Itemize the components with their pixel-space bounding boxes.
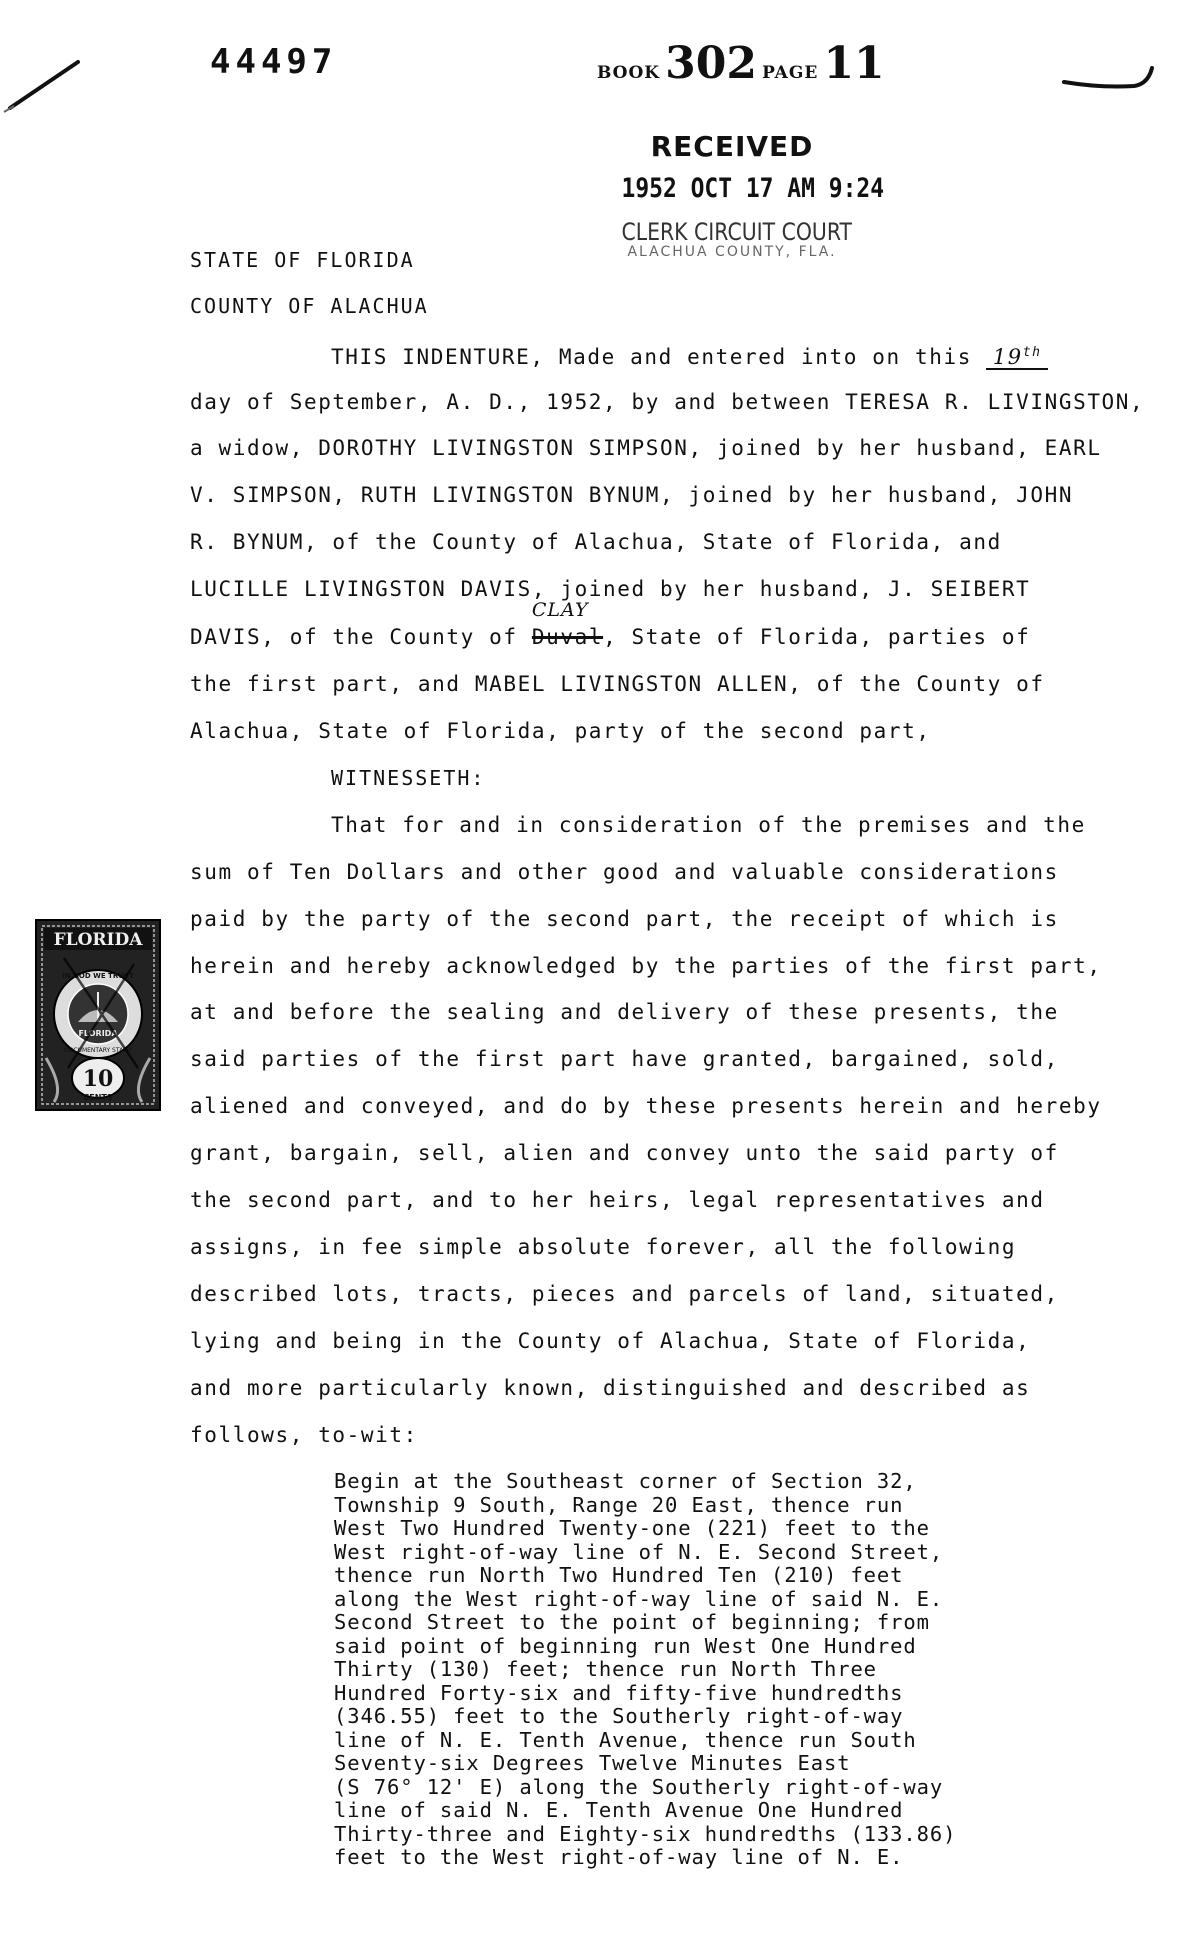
body-line: sum of Ten Dollars and other good and valuable considerations: [190, 860, 1059, 884]
description-line: (S 76° 12' E) along the Southerly right-of-way: [334, 1774, 944, 1799]
description-line: along the West right-of-way line of said N. E.: [334, 1586, 944, 1611]
body-line: a widow, DOROTHY LIVINGSTON SIMPSON, joined by her husband, EARL: [190, 436, 1102, 460]
body-line: said parties of the first part have granted, bargained, sold,: [190, 1047, 1059, 1071]
florida-revenue-stamp-icon: [34, 918, 170, 1118]
stamp-unit-text: CENTS: [83, 1093, 113, 1102]
received-stamp: [602, 130, 885, 260]
body-line: Alachua, State of Florida, party of the second part,: [190, 719, 931, 743]
body-line: at and before the sealing and delivery of these presents, the: [190, 1000, 1059, 1024]
book-page-reference: [597, 38, 885, 89]
description-line: West right-of-way line of N. E. Second Street,: [334, 1539, 944, 1564]
received-county: ALACHUA COUNTY, FLA.: [627, 244, 837, 260]
venue-state: STATE OF FLORIDA: [190, 248, 415, 272]
description-line: Thirty-three and Eighty-six hundredths (133.86): [334, 1821, 957, 1846]
pen-stroke-mark: [0, 50, 90, 120]
body-line: [190, 599, 1031, 649]
description-line: line of said N. E. Tenth Avenue One Hundred: [334, 1798, 904, 1822]
witnesseth-heading: WITNESSETH:: [331, 766, 486, 790]
body-text: , State of Florida, parties of: [603, 625, 1031, 649]
body-line: the first part, and MABEL LIVINGSTON ALLEN, of the County of: [190, 672, 1045, 696]
body-line: V. SIMPSON, RUTH LIVINGSTON BYNUM, joined by her husband, JOHN: [190, 483, 1074, 507]
description-line: Second Street to the point of beginning; from: [334, 1610, 930, 1634]
description-line: thence run North Two Hundred Ten (210) feet: [334, 1563, 904, 1587]
land-description: [334, 1470, 956, 1870]
body-line: day of September, A. D., 1952, by and between TERESA R. LIVINGSTON,: [190, 390, 1145, 414]
description-line: Seventy-six Degrees Twelve Minutes East: [334, 1751, 851, 1775]
description-line: Township 9 South, Range 20 East, thence run: [334, 1492, 904, 1517]
body-line: That for and in consideration of the premises and the: [331, 813, 1086, 837]
description-line: line of N. E. Tenth Avenue, thence run South: [334, 1727, 917, 1752]
struck-text: Duval: [531, 625, 604, 649]
day-number: 19: [992, 345, 1023, 369]
handwritten-correction: CLAY: [531, 599, 589, 621]
body-line: assigns, in fee simple absolute forever, all the following: [190, 1235, 1017, 1259]
venue-county: COUNTY OF ALACHUA: [190, 294, 429, 318]
description-line: Begin at the Southeast corner of Section 32,: [334, 1469, 917, 1493]
description-line: West Two Hundred Twenty-one (221) feet to the: [334, 1516, 930, 1540]
date-day-field: [986, 342, 1048, 370]
received-office: CLERK CIRCUIT COURT: [621, 218, 852, 246]
book-number: 302: [665, 38, 758, 89]
stamp-state-text: FLORIDA: [53, 930, 143, 950]
stamp-seal-text: FLORIDA: [78, 1029, 118, 1038]
stamp-type-text: DOCUMENTARY STAMP: [64, 1047, 132, 1054]
body-line: [331, 342, 1048, 370]
description-line: Hundred Forty-six and fifty-five hundredths: [334, 1680, 904, 1705]
page-label: PAGE: [762, 63, 819, 83]
body-line: and more particularly known, distinguished and described as: [190, 1376, 1031, 1400]
check-mark: [1060, 62, 1160, 102]
body-line: LUCILLE LIVINGSTON DAVIS, joined by her husband, J. SEIBERT: [190, 577, 1031, 601]
description-line: feet to the West right-of-way line of N. E.: [334, 1845, 904, 1869]
description-line: said point of beginning run West One Hundred: [334, 1633, 917, 1658]
book-label: BOOK: [597, 63, 661, 83]
body-line: the second part, and to her heirs, legal representatives and: [190, 1188, 1045, 1212]
received-title: RECEIVED: [650, 130, 814, 163]
body-line: lying and being in the County of Alachua, State of Florida,: [190, 1329, 1031, 1353]
body-text: THIS INDENTURE, Made and entered into on this: [331, 345, 972, 369]
body-line: aliened and conveyed, and do by these presents herein and hereby: [190, 1094, 1102, 1118]
day-suffix: th: [1022, 345, 1042, 360]
struck-county: [531, 599, 604, 649]
body-line: paid by the party of the second part, the receipt of which is: [190, 907, 1059, 931]
stamp-value-text: 10: [82, 1066, 114, 1092]
received-datetime: 1952 OCT 17 AM 9:24: [621, 173, 885, 204]
description-line: Thirty (130) feet; thence run North Three: [334, 1657, 877, 1681]
body-line: R. BYNUM, of the County of Alachua, State of Florida, and: [190, 530, 1002, 554]
stamp-motto-text: IN GOD WE TRUST: [62, 972, 134, 980]
page-number: 11: [823, 38, 885, 89]
body-line: herein and hereby acknowledged by the parties of the first part,: [190, 954, 1102, 978]
body-line: grant, bargain, sell, alien and convey unto the said party of: [190, 1141, 1059, 1165]
body-line: follows, to-wit:: [190, 1423, 418, 1447]
body-line: described lots, tracts, pieces and parcels of land, situated,: [190, 1282, 1059, 1306]
document-number: 44497: [210, 42, 338, 82]
body-text: DAVIS, of the County of: [190, 625, 518, 649]
description-line: (346.55) feet to the Southerly right-of-way: [334, 1704, 904, 1728]
